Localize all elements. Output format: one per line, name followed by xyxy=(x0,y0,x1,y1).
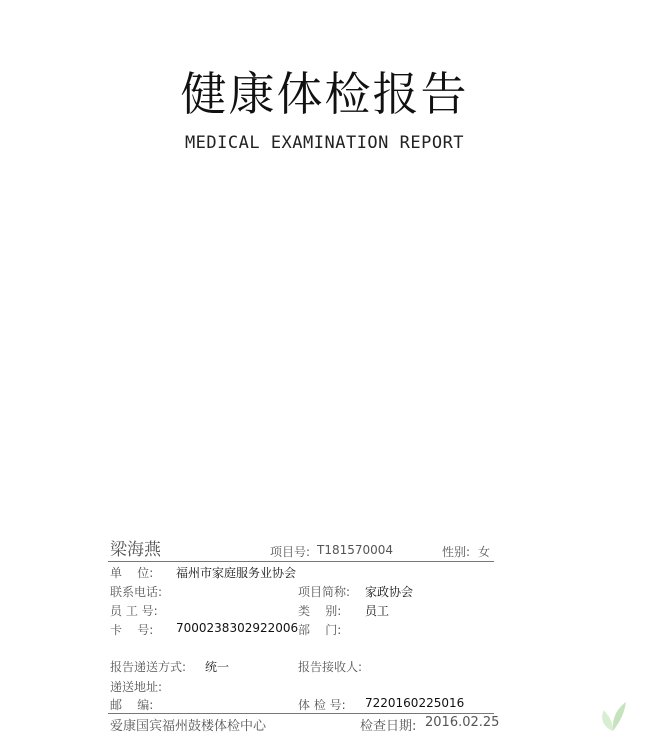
exam-date-value: 2016.02.25 xyxy=(425,715,500,730)
delivery-method-value: 统一 xyxy=(205,660,230,674)
patient-name: 梁海燕 xyxy=(110,540,161,560)
phone-label: 联系电话: xyxy=(110,585,163,599)
report-title-cn: 健康体检报告 xyxy=(180,67,469,121)
report-title-en: MEDICAL EXAMINATION REPORT xyxy=(184,133,465,153)
exam-date-label: 检查日期: xyxy=(360,719,417,734)
project-short-label: 项目简称: xyxy=(298,585,351,599)
category-label: 类 别: xyxy=(298,604,342,618)
exam-center-name: 爱康国宾福州鼓楼体检中心 xyxy=(110,719,267,734)
gender-value: 女 xyxy=(478,545,491,559)
divider-top xyxy=(108,561,494,562)
postcode-label: 邮 编: xyxy=(110,698,154,712)
unit-value: 福州市家庭服务业协会 xyxy=(176,566,297,580)
exam-no-value: 7220160225016 xyxy=(365,696,465,710)
exam-no-label: 体 检 号: xyxy=(298,698,346,712)
delivery-method-label: 报告递送方式: xyxy=(110,660,187,674)
gender-label: 性别: xyxy=(442,545,471,559)
project-no-label: 项目号: xyxy=(270,545,311,559)
address-label: 递送地址: xyxy=(110,680,163,694)
card-value: 7000238302922006 xyxy=(176,621,299,635)
category-value: 员工 xyxy=(365,604,390,618)
divider-bottom xyxy=(108,713,494,714)
dept-label: 部 门: xyxy=(298,623,342,637)
unit-label: 单 位: xyxy=(110,566,154,580)
receiver-label: 报告接收人: xyxy=(298,660,363,674)
leaf-logo-icon xyxy=(596,698,630,732)
project-short-value: 家政协会 xyxy=(365,585,414,599)
card-label: 卡 号: xyxy=(110,623,154,637)
employee-no-label: 员 工 号: xyxy=(110,604,158,618)
project-no-value: T181570004 xyxy=(317,543,394,557)
